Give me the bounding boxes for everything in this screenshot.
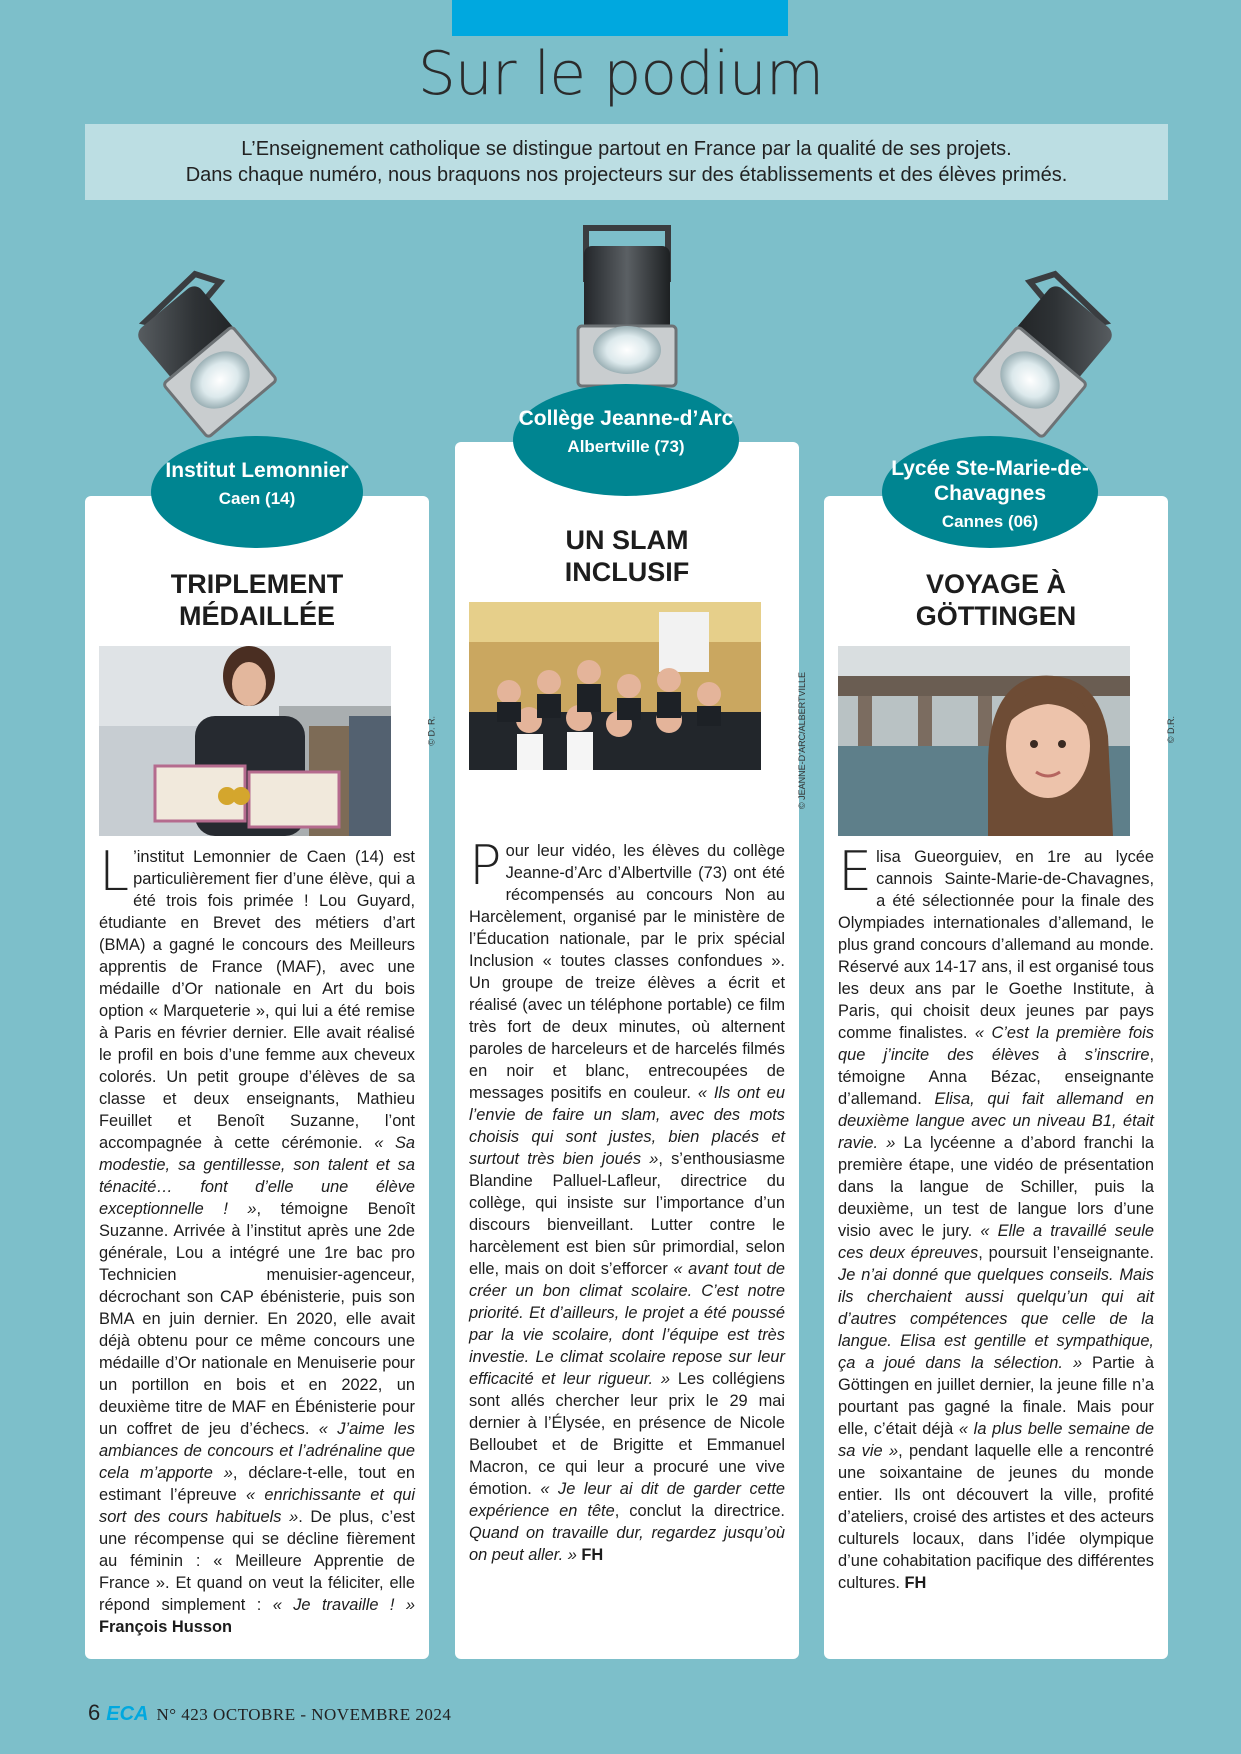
article-headline: VOYAGE À GÖTTINGEN [915, 569, 1077, 631]
spotlight-icon [120, 262, 290, 432]
school-badge-lemonnier [151, 436, 363, 548]
page-number: 6 [88, 1700, 101, 1725]
article-card-lemonnier [85, 496, 437, 1659]
article-body: Elisa Gueorguiev, en 1re au lycée cannois Sainte-Marie-de-Chavagnes, a été sélectionnée pour la finale des Olympiades internationales d’allemand, le plus grand concours d’allemand au monde. Réservé aux 14-17 ans, il est organisé tous les deux ans par le Goethe Institute, à Paris, qui choisit deux jeunes par pays comme finalistes. « C’est la première fois que j’incite des élèves à s’inscrire, témoigne Anna Bézac, enseignante d’allemand. Elisa, qui fait allemand en deuxième langue avec un niveau B1, était ravie. » La lycéenne a d’abord franchi la première étape, une vidéo de présentation dans la langue de Schiller, puis la deuxième, un test de langue lors d’une visio avec le jury. « Elle a travaillé seule ces deux épreuves, poursuit l’enseignante. Je n’ai donné que quelques conseils. Mais ils cherchaient aussi quelqu’un qui ait d’autres compétences que celle de la langue. Elisa est gentille et sympathique, ça a joué dans la sélection. » Partie à Göttingen en juillet dernier, la jeune fille n’a pourtant pas gagné la finale. Mais pour elle, c’était déjà « la plus belle semaine de sa vie », pendant laquelle elle a rencontré une soixantaine de jeunes du monde entier. Ils ont découvert la ville, profité d’ateliers, croisé des artistes et des acteurs culturels locaux, dans l’idée olympique d’une cohabitation pacifique des différentes cultures. FH [838, 840, 1154, 1592]
article-author: FH [581, 1546, 604, 1564]
school-name: Collège Jeanne-d’Arc [518, 407, 734, 430]
article-body: Pour leur vidéo, les élèves du collège Jeanne-d’Arc d’Albertville (73) ont été récompensés au concours Non au Harcèlement, organisé par le ministère de l’Éducation nationale, par le prix spécial Inclusion « toutes classes confondues ». Un groupe de treize élèves a écrit et réalisé (avec un téléphone portable) ce film très fort de deux minutes, où alternent paroles de harceleurs et de harcelés filmés en noir et blanc, entrecoupées de messages positifs en couleur. « Ils ont eu l’envie de faire un slam, avec des mots choisis qui sont justes, bien placés et surtout très bien joués », s’enthousiasme Blandine Palluel-Lafleur, directrice du collège, qui insiste sur l’importance d’un discours bienveillant. Lutter contre le harcèlement est bien sûr primordial, selon elle, mais on doit s’efforcer « avant tout de créer un bon climat scolaire. C’est notre priorité. Et d’ailleurs, le projet a été poussé par la vie scolaire, dont l’équipe est très investie. Le climat scolaire repose sur leur efficacité et leur rigueur. » Les collégiens sont allés chercher leur prix le 29 mai dernier à l’Élysée, en présence de Nicole Belloubet et de Brigitte et Emmanuel Macron, ce qui leur a procuré une vive émotion. « Je leur ai dit de garder cette expérience en tête, conclut la directrice. Quand on travaille dur, regardez jusqu’où on peut aller. » FH [469, 834, 786, 1564]
intro-box [85, 124, 1168, 200]
magazine-brand: ECA [106, 1703, 149, 1725]
spotlight-icon [960, 262, 1130, 432]
school-name: Institut Lemonnier [165, 459, 349, 482]
school-name: Lycée Ste-Marie-de-Chavagnes [891, 457, 1089, 505]
page-footer [88, 1700, 451, 1726]
page-title: Sur le podium [417, 39, 824, 109]
school-city: Caen (14) [218, 489, 296, 508]
drop-cap: P [469, 834, 502, 897]
drop-cap: L [99, 840, 130, 903]
header-accent-bar [452, 0, 788, 36]
issue-info: N° 423 OCTOBRE - NOVEMBRE 2024 [156, 1705, 452, 1724]
intro-line-1: L’Enseignement catholique se distingue partout en France par la qualité de ses projets. [241, 138, 1012, 160]
article-author: François Husson [99, 1618, 232, 1636]
photo-credit: © D.R. [1166, 716, 1176, 744]
intro-line-2: Dans chaque numéro, nous braquons nos projecteurs sur des établissements et des élèves primés. [185, 164, 1068, 186]
photo-credit: © D. R. [427, 716, 437, 746]
article-photo [469, 602, 807, 830]
school-city: Cannes (06) [941, 512, 1039, 531]
article-headline: TRIPLEMENT MÉDAILLÉE [170, 569, 344, 631]
article-card-chavagnes [824, 496, 1176, 1659]
article-card-jeanne-darc [455, 442, 807, 1659]
article-author: FH [904, 1574, 927, 1592]
article-headline: UN SLAM INCLUSIF [564, 525, 690, 587]
article-body: L ’institut Lemonnier de Caen (14) est particulièrement fier d’une élève, qui a été trois fois primée ! Lou Guyard, étudiante en Brevet des métiers d’art (BMA) a gagné le concours des Meilleurs apprentis de France (MAF), avec une médaille d’Or nationale en Art du bois option « Marqueterie », qui lui a été remise à Paris en février dernier. Elle avait réalisé le profil en bois d’une femme aux cheveux colorés. Un petit groupe d’élèves de sa classe et deux enseignants, Mathieu Feuillet et Benoît Suzanne, l’ont accompagnée à cette cérémonie. « Sa modestie, sa gentillesse, son talent et sa ténacité… font d’elle une élève exceptionnelle ! », témoigne Benoît Suzanne. Arrivée à l’institut après une 2de générale, Lou a intégré une 1re bac pro Technicien menuisier-agenceur, décrochant son CAP ébénisterie, puis son BMA en juin dernier. En 2020, elle avait déjà obtenu pour ce même concours une médaille d’Or nationale en Menuiserie pour un portillon en bois et en 2022, un deuxième titre de MAF en Ébénisterie pour un coffret de jeu d’échecs. « J’aime les ambiances de concours et l’adrénaline que cela m’apporte », déclare-t-elle, tout en estimant l’épreuve « enrichissante et qui sort des cours habituels ». De plus, c’est une récompense qui se décline fièrement au féminin : « Meilleure Apprentie de France ». Et quand on veut la féliciter, elle répond simplement : « Je travaille ! » François Husson [99, 840, 416, 1636]
photo-credit: © JEANNE-D’ARC/ALBERTVILLE [797, 672, 807, 810]
school-badge-jeanne-darc [513, 384, 739, 496]
school-badge-chavagnes [882, 436, 1098, 548]
drop-cap: E [838, 840, 873, 903]
article-photo [838, 646, 1176, 836]
school-city: Albertville (73) [567, 437, 685, 456]
spotlight-icon [572, 222, 682, 392]
article-photo [99, 646, 437, 836]
